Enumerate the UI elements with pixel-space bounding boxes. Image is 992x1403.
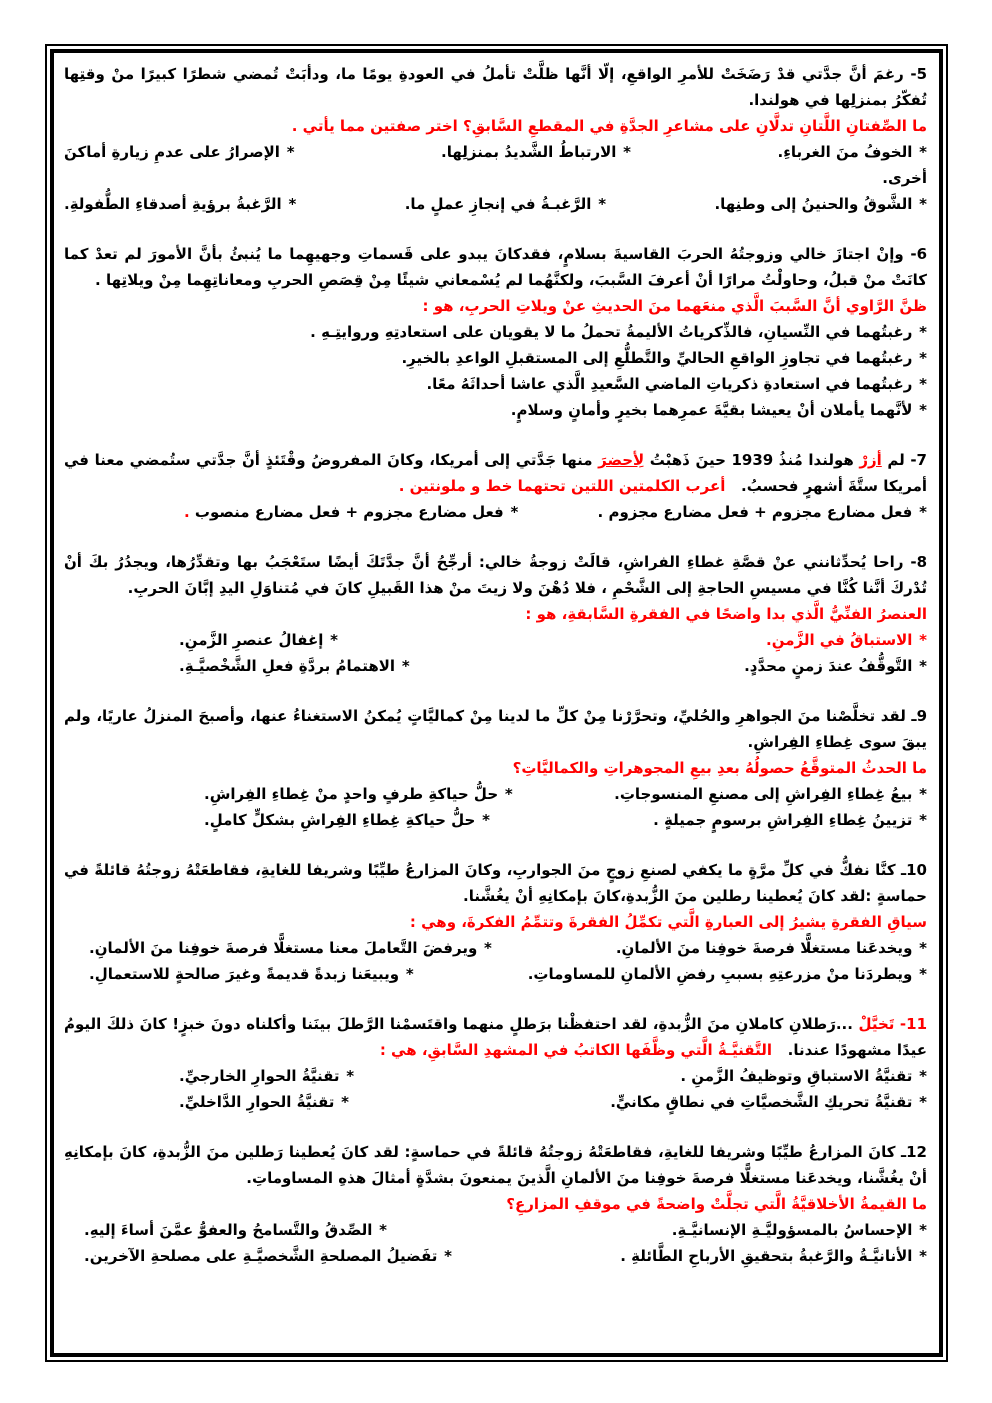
option-label: إغفالُ عنصرِ الزَّمنِ. (179, 631, 324, 649)
option-label: الصِّدقُ والتَّسامحُ والعفوُّ عمَّنَ أساءَ إليهِ. (84, 1221, 373, 1239)
question-9 (64, 703, 927, 833)
option (410, 653, 927, 679)
option-bullet: * (919, 143, 927, 161)
question-12 (64, 1139, 927, 1269)
passage-segment: 7- لم (881, 451, 927, 469)
option-label: الخوفُ منَ الغرباءِ. (777, 143, 913, 161)
question-5-options-row-2 (64, 191, 927, 217)
option-label: تقنيَّةُ الحوارِ الدَّاخليِّ. (179, 1093, 335, 1111)
option-bullet: * (919, 631, 927, 649)
passage-segment: ...رَطلانِ كاملانِ منَ الزُّبدةِ، لقد احتفظْنا برَطلٍ منهما واقتَسمْنا الرَّطلَ بينَنا وأكلناه دونَ خبزٍ! كانَ ذلكَ اليومُ عيدًا مشهودًا عندنا. (64, 1015, 927, 1059)
option-bullet: * (919, 811, 927, 829)
option-bullet: * (919, 785, 927, 803)
option (179, 1089, 349, 1115)
option (204, 807, 490, 833)
option-highlighted (338, 627, 927, 653)
option-label: حلُّ حياكةِ غِطاءِ الفِراشِ بشكلٍّ كاملٍ. (204, 811, 476, 829)
option (84, 1243, 452, 1269)
question-6-options (64, 319, 927, 423)
option-label: الإصرارُ على عدمِ زيارةِ أماكنَ (64, 143, 280, 161)
question-11-options-row-1 (64, 1063, 927, 1089)
option-bullet: * (286, 143, 295, 161)
option-bullet: * (401, 657, 410, 675)
option (64, 371, 927, 397)
option-bullet: * (919, 349, 927, 367)
question-11-prompt: التَّقنيَّـةُ الَّتي وظَّفَها الكاتبُ في المشهدِ السَّابقِ، هي : (379, 1041, 773, 1059)
option-bullet: * (919, 503, 927, 521)
question-5-prompt: ما الصِّفتانِ اللَّتانِ تدلَّانِ على مشاعرِ الجدَّةِ في المقطعِ السَّابقِ؟ اختر صفتين مما يأتي . (291, 117, 927, 135)
option-bullet: * (484, 939, 492, 957)
option-label: الرَّغبةُ برؤيةِ أصدقاءِ الطُّفولةِ. (64, 195, 282, 213)
option-bullet: * (919, 1067, 927, 1085)
underlined-word: لِأحضرَ (598, 451, 645, 469)
option-bullet: * (919, 1221, 927, 1239)
option-bullet: * (919, 1093, 927, 1111)
option-label: رغبتُهما في تجاوزِ الواقعِ الحاليِّ والتَّطلُّعِ إلى المستقبلِ الواعدِ بالخيرِ. (401, 349, 913, 367)
question-9-options-row-2 (64, 807, 927, 833)
option-label-red-period: . (184, 503, 190, 521)
question-10-passage: 10ـ كنَّا نفكُّ في كلِّ مرَّةٍ ما يكفي لصنعِ زوجٍ منَ الجواربِ، وكانَ المزارعُ طيِّبًا وشريفا للغايةِ، فقاطعَتْهُ زوجتُهُ قائلةً في حماسةٍ :لقد كانَ يُعطينا رطلين منَ الزُّبدةِ،كانَ بإمكانِهِ أنْ يغُشَّنا. (64, 861, 927, 905)
passage-segment: منها جَدَّتي إلى أمريكا، وكانَ المفروضُ وقْتَئذٍ أنَّ جدَّتي ستُمضي معنا في أمريكا ستَّةَ أشهرٍ فحسبُ. (64, 451, 927, 495)
page-frame-inner (50, 49, 943, 1357)
option-bullet: * (405, 965, 414, 983)
option-label: الشَّوقُ والحنينُ إلى وطنِها. (714, 195, 913, 213)
question-10 (64, 857, 927, 987)
option (349, 1089, 927, 1115)
option-label: ويخدعَنا مستغلًّا فرصةَ خوفِنا منَ الألمانِ. (615, 939, 913, 957)
option-label: الأنانيَّـةُ والرَّغبةُ بتحقيقِ الأرباحِ الطَّائلةِ . (620, 1247, 913, 1265)
option-label: تزيينُ غِطاءِ الفِراشِ برسومٍ جميلةٍ . (653, 811, 913, 829)
question-10-options-row-2 (64, 961, 927, 987)
question-11-number: 11- تَخيَّلْ (858, 1015, 928, 1033)
option-bullet: * (919, 323, 927, 341)
option-label: ويبيعَنا زبدةً قديمةً وغيرَ صالحةٍ للاستعمالِ. (89, 965, 400, 983)
option-label: بيعُ غِطاءِ الفِراشِ إلى مصنعِ المنسوجاتِ. (614, 785, 913, 803)
option-bullet: * (919, 375, 927, 393)
option (89, 961, 414, 987)
option-bullet: * (341, 1093, 349, 1111)
option (64, 319, 927, 345)
question-8 (64, 549, 927, 679)
option (64, 345, 927, 371)
option-bullet: * (346, 1067, 355, 1085)
option-label: الاهتمامُ بردَّةِ فعلِ الشَّخْصيَّـةِ. (179, 657, 396, 675)
question-6 (64, 241, 927, 423)
option-label: التَّوقُّفُ عندَ زمنٍ محدَّدٍ. (744, 657, 913, 675)
option (184, 499, 518, 525)
option-label: تقنيَّةُ الاستباقِ وتوظيفُ الزَّمنِ . (680, 1067, 913, 1085)
question-9-passage: 9ـ لقد تخلَّصْنا منَ الجواهرِ والحُليِّ، وتحرَّرْنا مِنْ كلِّ ما لدينا مِنْ كماليَّاتٍ يُمكنُ الاستغناءُ عنها، وأصبحَ المنزلُ عاريًا، ولم يبقَ سوى غِطاءِ الفِراشِ. (64, 707, 927, 751)
question-10-options-row-1 (64, 935, 927, 961)
question-5 (64, 61, 927, 217)
question-11-options-row-2 (64, 1089, 927, 1115)
option (414, 961, 927, 987)
option-label: فعل مضارع مجزوم + فعل مضارع منصوب (189, 503, 504, 521)
option (64, 397, 927, 423)
option (452, 1243, 927, 1269)
question-7-prompt: أعرب الكلمتين اللتين تحتهما خط و ملونتين . (398, 477, 726, 495)
option (714, 191, 927, 217)
option-bullet: * (919, 939, 927, 957)
option-bullet: * (379, 1221, 388, 1239)
question-12-options-row-2 (64, 1243, 927, 1269)
option-bullet: * (623, 143, 632, 161)
option (387, 1217, 927, 1243)
question-6-passage: 6- وإنْ اجتازَ خالي وزوجتُهُ الحربَ القاسيةَ بسلامٍ، فقدكانَ يبدو على قَسماتِ وجهيهِما ما يُنبئُ بأنَّ الأمورَ لم تعدْ كما كانَتْ منْ قبلُ، وحاولْتُ مرارًا أنْ أعرفَ السَّببَ، ولكنَّهُما لم يُسْمعاني شيئًا مِنْ قِصَصِ الحربِ ومعاناتِهِما مِنْ ويلاتِها . (64, 245, 927, 289)
option (89, 935, 492, 961)
exam-document (64, 61, 927, 1269)
option-label: رغبتُهما في النِّسيانِ، فالذِّكرياتُ الأليمةُ تحملُ ما لا يقويان على استعادتِهِ وروايتِـهِ . (310, 323, 913, 341)
question-11-passage (64, 1011, 927, 1063)
option-label: الرَّغبـةُ في إنجازِ عملٍ ما. (404, 195, 592, 213)
question-8-options-row-1 (64, 627, 927, 653)
option (354, 1063, 927, 1089)
option-label: لأنَّهما يأملان أنْ يعيشا بقيَّةَ عمرِهما بخيرٍ وأمانٍ وسلامٍ. (510, 401, 913, 419)
option-label: ويرفضَ التَّعاملَ معنا مستغلًّا فرصةَ خوفِنا منَ الألمانِ. (89, 939, 478, 957)
option (492, 935, 927, 961)
question-7 (64, 447, 927, 525)
option-label: الارتباطُ الشَّديدُ بمنزلِها. (441, 143, 617, 161)
option (179, 627, 338, 653)
option-label: فعل مضارع مجزوم + فعل مضارع مجزوم . (597, 503, 913, 521)
option (204, 781, 513, 807)
page-frame (45, 44, 948, 1362)
option (441, 139, 631, 165)
option-label: ويطردَنا منْ مزرعتِهِ بسببِ رفضِ الألمانِ للمساوماتِ. (527, 965, 913, 983)
option (179, 653, 410, 679)
option-bullet: * (288, 195, 297, 213)
option (84, 1217, 387, 1243)
option (179, 1063, 354, 1089)
passage-segment: هولندا مُنذُ 1939 حينَ ذَهبْتُ (644, 451, 860, 469)
question-5-options-row-1 (64, 139, 927, 165)
option-label: تقنيَّةُ الحوارِ الخارجيِّ. (179, 1067, 340, 1085)
option (64, 191, 296, 217)
option-label: تفَضيلُ المصلحةِ الشَّخصيَّـةِ على مصلحةِ الآخرين. (84, 1247, 438, 1265)
question-6-prompt: ظنَّ الرَّاوي أنَّ السَّببَ الَّذي منعَهما منَ الحديثِ عنْ ويلاتِ الحربِ، هو : (422, 297, 927, 315)
option (518, 499, 927, 525)
question-7-passage (64, 447, 927, 499)
option-bullet: * (919, 195, 927, 213)
question-11 (64, 1011, 927, 1115)
option-label: حلُّ حياكةِ طرفٍ واحدٍ منْ غِطاءِ الفِراشِ. (204, 785, 499, 803)
question-8-passage: 8- راحا يُحدِّثانني عنْ قصَّةِ غطاءِ الفراشِ، قالَتْ زوجةُ خالي: أرجِّحُ أنَّ جدَّتَكَ أيضًا ستَعْجَبُ بها وتقدِّرُها، ويجدُرُ بكَ أنْ تُدْركَ أنَّنا كُنَّا في مسيسِ الحاجةِ إلى الشَّحْمِ ، فلا دُهْنَ ولا زيتَ منْ هذا القَبيلِ كانَ في مُتناوَلِ اليدِ إبَّانَ الحربِ. (64, 553, 927, 597)
option-bullet: * (919, 657, 927, 675)
question-9-options-row-1 (64, 781, 927, 807)
option-bullet: * (330, 631, 338, 649)
question-12-prompt: ما القيمةُ الأخلاقيَّةُ الَّتي تجلَّتْ واضحةً في موقفِ المزارعِ؟ (506, 1195, 927, 1213)
question-7-options-row (64, 499, 927, 525)
option (778, 139, 927, 165)
question-8-prompt: العنصرُ الفنِّيُّ الَّذي بدا واضحًا في الفقرةِ السَّابقةِ، هو : (525, 605, 927, 623)
option-bullet: * (919, 965, 927, 983)
option-bullet: * (598, 195, 607, 213)
option-bullet: * (444, 1247, 452, 1265)
question-8-options-row-2 (64, 653, 927, 679)
question-12-options-row-1 (64, 1217, 927, 1243)
option-bullet: * (510, 503, 519, 521)
question-12-passage: 12ـ كانَ المزارعُ طيِّبًا وشريفا للغايةِ، فقاطعَتْهُ زوجتُهُ قائلةً في حماسةٍ: لقد كانَ يُعطينا رَطلين منَ الزُّبدةِ، كانَ بإمكانِهِ أنْ يغُشَّنا، ويخدعَنا مستغلًّا فرصةَ خوفِنا منَ الألمانِ الَّذينَ يمنعونَ بشدَّةٍ أمثالَ هذهِ المساوماتِ. (64, 1143, 927, 1187)
option-bullet: * (919, 401, 927, 419)
option-label: الإحساسُ بالمسؤوليَّـةِ الإنسانيَّـةِ. (671, 1221, 913, 1239)
option (490, 807, 927, 833)
question-10-prompt: سياقِ الفقرةِ يشيرُ إلى العبارةِ الَّتي تكمِّلُ الفقرةَ وتتمِّمُ الفكرةَ، وهي : (409, 913, 927, 931)
option (405, 191, 606, 217)
option-label: الاستباقُ في الزَّمنِ. (766, 631, 913, 649)
option-label: تقنيَّةُ تحريكِ الشَّخصيَّاتِ في نطاقٍ مكانيٍّ. (610, 1093, 913, 1111)
option-bullet: * (504, 785, 513, 803)
question-5-option-wrap: أخرى. (882, 169, 927, 187)
option-bullet: * (482, 811, 490, 829)
option-bullet: * (919, 1247, 927, 1265)
question-9-prompt: ما الحدثُ المتوقَّعُ حصولُهُ بعدِ بيعِ المجوهراتِ والكماليَّاتِ؟ (512, 759, 927, 777)
option-label: رغبتُهما في استعادةِ ذكرياتِ الماضي السَّعيدِ الَّذي عاشا أحداثَهُ معًا. (426, 375, 913, 393)
question-5-passage: 5- رغمَ أنَّ جدَّتي قدْ رَضَخَتْ للأمرِ الواقعِ، إلّا أنَّها ظلَّتْ تأملُ في العودةِ يومًا ما، ودأبَتْ تُمضي شطرًا كبيرًا منْ وقتِها تُفكّرُ بمنزلِها في هولندا. (64, 65, 927, 109)
option (64, 139, 295, 165)
option (513, 781, 927, 807)
underlined-word: أزرْ (859, 451, 882, 469)
